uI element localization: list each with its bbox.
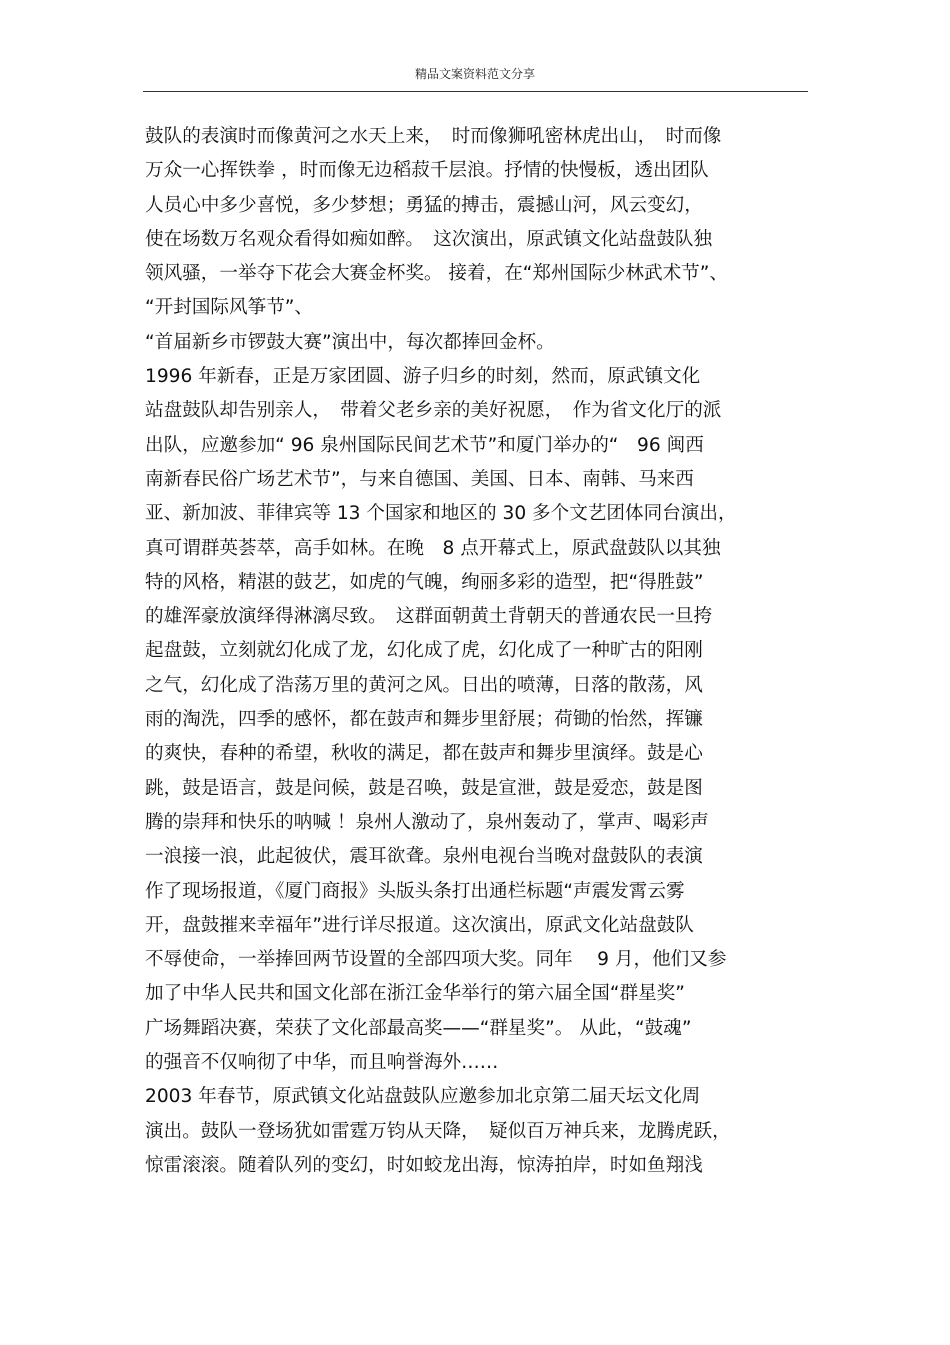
text-line: 演出。鼓队一登场犹如雷霆万钧从天降， 疑似百万神兵来，龙腾虎跃， — [145, 1120, 731, 1142]
text-line: 真可谓群英荟萃，高手如林。在晚 8 点开幕式上，原武盘鼓队以其独 — [145, 537, 721, 559]
text-line: 2003 年春节，原武镇文化站盘鼓队应邀参加北京第二届天坛文化周 — [145, 1086, 701, 1108]
text-line: 1996 年新春，正是万家团圆、游子归乡的时刻，然而，原武镇文化 — [145, 366, 701, 388]
text-line: 亚、新加波、菲律宾等 13 个国家和地区的 30 多个文艺团体同台演出， — [145, 503, 737, 525]
text-line: 雨的淘洗，四季的感怀，都在鼓声和舞步里舒展；荷锄的怡然，挥镰 — [145, 709, 703, 731]
text-line: 领风骚，一举夺下花会大赛金杯奖。 接着，在“郑州国际少林武术节”、 — [145, 263, 728, 285]
text-line: “开封国际风筝节”、 — [145, 297, 314, 319]
text-line: 的雄浑豪放演绎得淋漓尽致。 这群面朝黄土背朝天的普通农民一旦挎 — [145, 606, 713, 628]
text-line: 之气，幻化成了浩荡万里的黄河之风。日出的喷薄，日落的散荡，风 — [145, 674, 703, 696]
text-line: 南新春民俗广场艺术节”，与来自德国、美国、日本、南韩、马来西 — [145, 468, 694, 490]
text-line: “首届新乡市锣鼓大赛”演出中，每次都捧回金杯。 — [145, 331, 555, 353]
text-line: 一浪接一浪，此起彼伏，震耳欲聋。泉州电视台当晚对盘鼓队的表演 — [145, 846, 703, 868]
text-line: 开，盘鼓摧来幸福年”进行详尽报道。这次演出，原武文化站盘鼓队 — [145, 914, 694, 936]
text-line: 广场舞蹈决赛，荣获了文化部最高奖——“群星奖”。 从此，“鼓魂” — [145, 1017, 692, 1039]
text-line: 加了中华人民共和国文化部在浙江金华举行的第六届全国“群星奖” — [145, 983, 685, 1005]
text-line: 出队，应邀参加“ 96 泉州国际民间艺术节”和厦门举办的“ 96 闽西 — [145, 434, 704, 456]
text-line: 不辱使命，一举捧回两节设置的全部四项大奖。同年 9 月，他们又参 — [145, 949, 727, 971]
page-header: 精品文案资料范文分享 — [414, 67, 535, 81]
text-line: 惊雷滚滚。随着队列的变幻，时如蛟龙出海，惊涛拍岸，时如鱼翔浅 — [145, 1154, 703, 1176]
text-line: 站盘鼓队却告别亲人， 带着父老乡亲的美好祝愿， 作为省文化厅的派 — [145, 400, 722, 422]
article-body — [145, 124, 810, 1187]
text-line: 鼓队的表演时而像黄河之水天上来， 时而像狮吼密林虎出山， 时而像 — [145, 126, 722, 147]
text-line: 起盘鼓，立刻就幻化成了龙，幻化成了虎，幻化成了一种旷古的阳刚 — [145, 640, 703, 662]
text-line: 万众一心挥铁拳 ，时而像无边稻菽千层浪。抒情的快慢板，透出团队 — [145, 160, 709, 182]
text-line: 使在场数万名观众看得如痴如醉。 这次演出，原武镇文化站盘鼓队独 — [145, 228, 713, 250]
text-line: 的强音不仅响彻了中华，而且响誉海外…… — [145, 1052, 499, 1074]
text-line: 跳，鼓是语言，鼓是问候，鼓是召唤，鼓是宣泄，鼓是爱恋，鼓是图 — [145, 777, 703, 799]
text-line: 人员心中多少喜悦，多少梦想；勇猛的搏击，震撼山河，风云变幻， — [145, 194, 703, 216]
text-line: 特的风格，精湛的鼓艺，如虎的气魄，绚丽多彩的造型，把“得胜鼓” — [145, 571, 704, 593]
text-line: 的爽快，春种的希望，秋收的满足，都在鼓声和舞步里演绎。鼓是心 — [145, 743, 703, 765]
header-divider — [143, 91, 808, 92]
text-line: 腾的崇拜和快乐的呐喊 ！泉州人激动了，泉州轰动了，掌声、喝彩声 — [145, 811, 709, 833]
text-line: 作了现场报道，《厦门商报》头版头条打出通栏标题“声震发霄云雾 — [145, 880, 685, 902]
